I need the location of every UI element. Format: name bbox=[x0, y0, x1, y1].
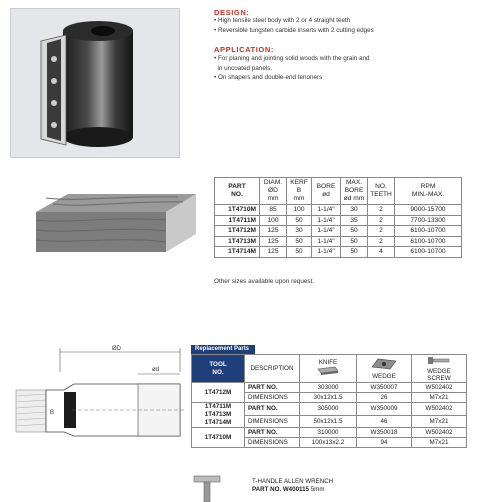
cross-section-diagram bbox=[12, 338, 188, 440]
spec-cell-maxbore: 50 bbox=[341, 247, 368, 258]
rp-knife-cell: 30x12x1.5 bbox=[300, 393, 357, 403]
wrench-title: T-HANDLE ALLEN WRENCH bbox=[252, 478, 334, 485]
rp-desc-cell: DIMENSIONS bbox=[245, 393, 300, 403]
spec-cell-part: 1T4714M bbox=[215, 247, 260, 258]
rp-screw-cell: W502402 bbox=[412, 383, 467, 393]
spec-cell-maxbore: 35 bbox=[341, 215, 368, 226]
spec-cell-diam: 125 bbox=[260, 226, 287, 237]
rp-tool-cell: 1T4711M 1T4713M 1T4714M bbox=[192, 403, 245, 428]
rp-row-partno bbox=[192, 428, 467, 438]
spec-header-diam: DIAM. ØD mm bbox=[260, 178, 287, 205]
spec-cell-bore: 1-1/4" bbox=[312, 226, 341, 237]
replacement-header-row bbox=[192, 355, 467, 383]
spec-cell-rpm: 6100-10700 bbox=[395, 236, 462, 247]
rp-screw-cell: M7x21 bbox=[412, 438, 467, 448]
wood-block-illustration bbox=[28, 190, 200, 256]
t-handle-wrench-icon bbox=[192, 470, 222, 502]
spec-row bbox=[215, 205, 462, 216]
spec-cell-kerf: 30 bbox=[287, 226, 312, 237]
spec-header-row bbox=[215, 178, 462, 205]
wrench-partno: PART NO. W400115 5mm bbox=[252, 486, 325, 493]
screw-icon bbox=[427, 355, 451, 366]
spec-header-maxbore: MAX. BORE ød mm bbox=[341, 178, 368, 205]
rp-header-tool: TOOL NO. bbox=[192, 355, 245, 383]
spec-cell-teeth: 4 bbox=[368, 247, 395, 258]
rp-header-knife: KNIFE bbox=[300, 355, 357, 383]
rp-header-desc: DESCRIPTION bbox=[245, 355, 300, 383]
rp-header-wedge: WEDGE bbox=[357, 355, 412, 383]
spec-row bbox=[215, 247, 462, 258]
cutterhead-image bbox=[11, 9, 179, 157]
product-photo bbox=[10, 8, 180, 158]
knife-icon bbox=[317, 366, 339, 377]
application-bullet-2: • On shapers and double-end tenoners bbox=[214, 74, 323, 81]
spec-cell-maxbore: 30 bbox=[341, 205, 368, 216]
spec-cell-kerf: 50 bbox=[287, 215, 312, 226]
spec-cell-rpm: 9000-15700 bbox=[395, 205, 462, 216]
spec-cell-bore: 1-1/4" bbox=[312, 247, 341, 258]
application-title: APPLICATION: bbox=[214, 45, 274, 54]
rp-row-partno bbox=[192, 383, 467, 393]
rp-wedge-cell: 46 bbox=[357, 415, 412, 428]
spec-row bbox=[215, 226, 462, 237]
spec-cell-diam: 100 bbox=[260, 215, 287, 226]
rp-knife-cell: 310000 bbox=[300, 428, 357, 438]
spec-cell-teeth: 2 bbox=[368, 215, 395, 226]
spec-cell-part: 1T4710M bbox=[215, 205, 260, 216]
rp-tool-cell: 1T4712M bbox=[192, 383, 245, 403]
spec-cell-part: 1T4711M bbox=[215, 215, 260, 226]
spec-row bbox=[215, 236, 462, 247]
spec-cell-bore: 1-1/4" bbox=[312, 205, 341, 216]
rp-desc-cell: PART NO. bbox=[245, 383, 300, 393]
wedge-icon bbox=[370, 358, 398, 371]
spec-cell-teeth: 2 bbox=[368, 236, 395, 247]
rp-wedge-cell: W350009 bbox=[357, 403, 412, 416]
rp-knife-cell: 50x12x1.5 bbox=[300, 415, 357, 428]
rp-knife-cell: 100x13x2.2 bbox=[300, 438, 357, 448]
design-title: DESIGN: bbox=[214, 8, 250, 17]
spec-cell-rpm: 6100-10700 bbox=[395, 226, 462, 237]
spec-cell-part: 1T4713M bbox=[215, 236, 260, 247]
application-bullets bbox=[214, 54, 370, 83]
rp-desc-cell: PART NO. bbox=[245, 428, 300, 438]
rp-wedge-cell: 26 bbox=[357, 393, 412, 403]
spec-footnote: Other sizes available upon request. bbox=[214, 278, 315, 285]
rp-screw-cell: W502402 bbox=[412, 403, 467, 416]
spec-cell-kerf: 50 bbox=[287, 236, 312, 247]
design-bullets bbox=[214, 16, 374, 35]
application-bullet-1b: in uncoated panels. bbox=[217, 64, 273, 72]
spec-cell-bore: 1-1/4" bbox=[312, 215, 341, 226]
replacement-parts-title: Replacement Parts bbox=[191, 345, 255, 354]
rp-desc-cell: PART NO. bbox=[245, 403, 300, 416]
design-bullet-1: • High tensile steel body with 2 or 4 straight teeth bbox=[214, 17, 351, 24]
spec-cell-bore: 1-1/4" bbox=[312, 236, 341, 247]
spec-header-rpm: RPM MIN.-MAX. bbox=[395, 178, 462, 205]
spec-header-bore: BORE ød bbox=[312, 178, 341, 205]
spec-cell-maxbore: 50 bbox=[341, 236, 368, 247]
design-bullet-2: • Reversible tungsten carbide inserts with 2 cutting edges bbox=[214, 26, 374, 34]
rp-desc-cell: DIMENSIONS bbox=[245, 438, 300, 448]
rp-wedge-cell: W350007 bbox=[357, 383, 412, 393]
spec-header-kerf: KERF B mm bbox=[287, 178, 312, 205]
spec-cell-kerf: 100 bbox=[287, 205, 312, 216]
spec-cell-teeth: 2 bbox=[368, 205, 395, 216]
bore-label: ød bbox=[152, 367, 160, 373]
spec-cell-diam: 125 bbox=[260, 247, 287, 258]
spec-cell-rpm: 7700-13300 bbox=[395, 215, 462, 226]
wrench-label bbox=[252, 478, 333, 494]
spec-cell-rpm: 6100-10700 bbox=[395, 247, 462, 258]
kerf-label: B bbox=[50, 410, 55, 416]
spec-cell-diam: 125 bbox=[260, 236, 287, 247]
spec-cell-maxbore: 50 bbox=[341, 226, 368, 237]
spec-cell-diam: 85 bbox=[260, 205, 287, 216]
rp-header-screw: WEDGE SCREW bbox=[412, 355, 467, 383]
rp-screw-cell: M7x21 bbox=[412, 393, 467, 403]
rp-desc-cell: DIMENSIONS bbox=[245, 415, 300, 428]
spec-header-teeth: NO. TEETH bbox=[368, 178, 395, 205]
spec-row bbox=[215, 215, 462, 226]
rp-screw-cell: M7x21 bbox=[412, 415, 467, 428]
rp-wedge-cell: W350018 bbox=[357, 428, 412, 438]
rp-tool-cell: 1T4710M bbox=[192, 428, 245, 448]
rp-wedge-cell: 94 bbox=[357, 438, 412, 448]
rp-knife-cell: 303000 bbox=[300, 383, 357, 393]
spec-cell-teeth: 2 bbox=[368, 226, 395, 237]
spec-cell-part: 1T4712M bbox=[215, 226, 260, 237]
rp-screw-cell: W502402 bbox=[412, 428, 467, 438]
rp-knife-cell: 305000 bbox=[300, 403, 357, 416]
rp-row-partno bbox=[192, 403, 467, 416]
spec-cell-kerf: 50 bbox=[287, 247, 312, 258]
diameter-label: ØD bbox=[112, 346, 121, 352]
replacement-parts-table bbox=[191, 354, 467, 448]
spec-header-part: PART NO. bbox=[215, 178, 260, 205]
spec-table bbox=[214, 177, 462, 258]
application-bullet-1: • For planing and jointing solid woods with the grain and bbox=[214, 55, 370, 62]
